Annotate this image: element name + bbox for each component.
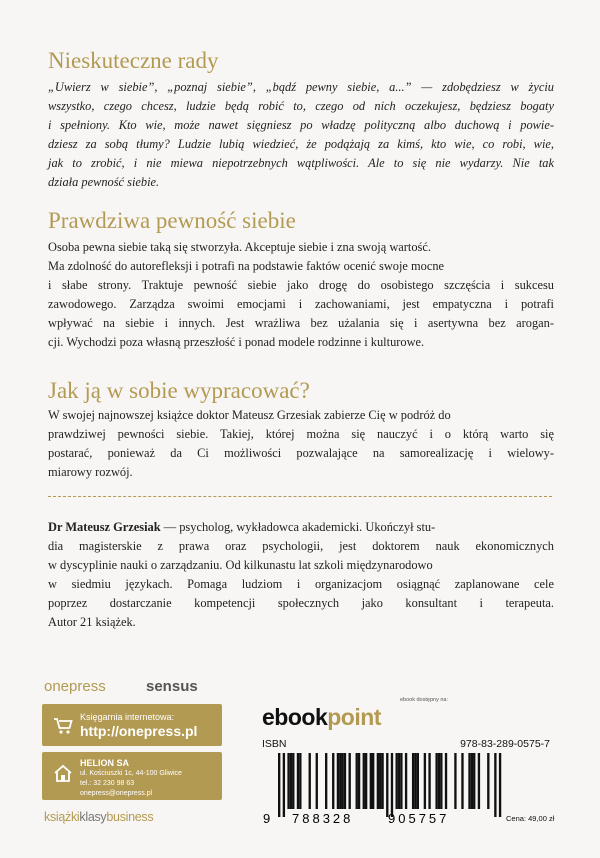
publisher-name: HELION SA [80,758,130,768]
barcode-digits-right: 905757 [388,811,450,825]
text-line: zawodowego. Zarządza swoimi emocjami i zachowaniami, jest empatyczna i potrafi [48,297,554,311]
barcode-bar [478,753,480,809]
cart-icon [52,714,74,736]
series-part: klasy [79,810,107,824]
text-line: W swojej najnowszej książce doktor Mateusz Grzesiak zabierze Cię w podróż do [48,408,451,422]
barcode-bar [499,753,501,817]
barcode-bar [356,753,358,809]
section-text-2 [48,238,554,352]
barcode-bar [377,753,379,809]
onepress-logo: onepress [44,678,106,695]
barcode-bar [363,753,365,809]
text-line: poprzez dostarczanie kompetencji społecznych jako konsultant i terapeuta. [48,596,554,610]
barcode-bar [292,753,294,809]
barcode-bar [337,753,339,809]
publisher-phone: tel.: 32 230 98 63 [80,780,135,787]
text-line: wpływać na siebie i innych. Jest wrażliwa bez użalania się i asertywna bez arogan- [48,316,554,330]
house-icon [52,762,74,784]
text-line: w dyscyplinie nauki o zarządzaniu. Od kilkunastu lat szkoli międzynarodowo [48,558,433,572]
text-line: dia magisterskie z prawa oraz psychologii, jest doktorem nauk ekonomicznych [48,539,554,553]
barcode-bar [379,753,381,809]
price: Cena: 49,00 zł [506,814,555,823]
barcode-bar [339,753,341,809]
barcode-bar [325,753,327,809]
text-line: dziesz za sobą tłumy? Ludzie lubią wiedzieć, że podążają za kimś, kto wie, co robi, wie, [48,137,554,151]
sensus-logo: sensus [146,678,198,695]
barcode-digits-left: 788328 [292,811,354,825]
text-line: w siedmiu językach. Pomaga ludziom i organizacjom osiągnąć zaplanowane cele [48,577,554,591]
barcode-bar [287,753,289,809]
dashed-divider [48,496,552,497]
text-line: i spełniony. Kto wie, może nawet sięgniesz po władzę polityczną albo duchową i powie- [48,118,554,132]
barcode-bar [461,753,463,809]
barcode-bar [299,753,301,809]
author-bio [48,518,554,632]
section-text-1 [48,78,554,192]
barcode-bar [400,753,402,809]
ebook-note: ebook dostępny na: [399,697,448,703]
barcode-bar [424,753,426,809]
isbn: ISBN 978-83-289-0575-7 [262,738,550,750]
publisher-email: onepress@onepress.pl [80,790,153,797]
barcode-bar [435,753,437,809]
publisher-box [42,752,222,800]
barcode-bar [494,753,496,817]
text-line: i słabe strony. Traktuje pewność siebie jako drogę do osobistego szczęścia i sukcesu [48,278,554,292]
barcode-bar [417,753,419,809]
barcode-bar [487,753,489,809]
text-line: „Uwierz w siebie”, „poznaj siebie”, „bądź pewny siebie, a...” — zdobędziesz w życiu [48,80,554,94]
barcode-bar [358,753,360,809]
series-part: książki [44,810,80,824]
author-name: Dr Mateusz Grzesiak [48,520,161,534]
barcode-bar [445,753,447,809]
barcode-bar [414,753,416,809]
barcode-digit-first: 9 [263,811,271,825]
barcode-bar [370,753,372,809]
author-bio-intro: — psycholog, wykładowca akademicki. Ukończył stu- [160,520,436,534]
text-line: Autor 21 książek. [48,615,136,629]
barcode-bar [381,753,383,809]
barcode-bar [396,753,398,809]
ebook-part: point [327,704,381,730]
barcode-bar [386,753,388,817]
barcode-bar [290,753,292,809]
barcode-bar [468,753,470,809]
barcode-bar [391,753,393,817]
barcode-bar [309,753,311,809]
shop-label: Księgarnia internetowa: [80,712,175,722]
text-line: cji. Wychodzi poza własną przeszłość i ponad modele rodzinne i kulturowe. [48,335,425,349]
barcode-bar [344,753,346,809]
series-part: business [106,810,154,824]
barcode-bar [454,753,456,809]
barcode-bar [297,753,299,809]
shop-box [42,704,222,746]
barcode-bar [372,753,374,809]
shop-url[interactable]: http://onepress.pl [80,723,198,739]
barcode-bar [438,753,440,809]
text-line: Ma zdolność do autorefleksji i potrafi na podstawie faktów ocenić swoje mocne [48,259,445,273]
text-line: wszystko, czego chcesz, ludzie będą robić to, czego od nich oczekujesz, będziesz bogaty [48,99,554,113]
barcode-bar [278,753,280,817]
barcode-bar [316,753,318,809]
text-line: jak to zrobić, i nie miewa niepotrzebnych wątpliwości. Ale to się nie wydarzy. Nie tak [48,156,554,170]
barcode-bar [365,753,367,809]
barcode-bar [440,753,442,809]
text-line: działa pewność siebie. [48,175,160,189]
text-line: miarowy rozwój. [48,465,133,479]
barcode-bar [283,753,285,817]
barcode-bar [412,753,414,809]
text-line [48,518,554,537]
section-text-3 [48,406,554,482]
text-line: postarać, ponieważ da Ci możliwości pozwalające na samorealizację i wielowy- [48,446,554,460]
text-line: Osoba pewna siebie taką się stworzyła. Akceptuje siebie i zna swoją wartość. [48,240,431,254]
ebook-part: ebook [262,704,328,730]
section-title-3: Jak ją w sobie wypracować? [48,378,310,403]
barcode-bar [349,753,351,809]
barcode-bar [341,753,343,809]
barcode-bar [473,753,475,809]
barcode-bar [398,753,400,809]
barcode-bar [332,753,334,809]
barcode-bar [405,753,407,809]
barcode-bar [428,753,430,809]
series-logo [44,810,153,824]
barcode-bar [471,753,473,809]
section-title-1: Nieskuteczne rady [48,48,219,73]
section-title-2: Prawdziwa pewność siebie [48,208,296,233]
ebookpoint-logo [262,704,381,731]
text-line: prawdziwej pewności siebie. Takiej, której można się nauczyć i o którą warto się [48,427,554,441]
publisher-address: ul. Kościuszki 1c, 44-100 Gliwice [80,770,182,777]
